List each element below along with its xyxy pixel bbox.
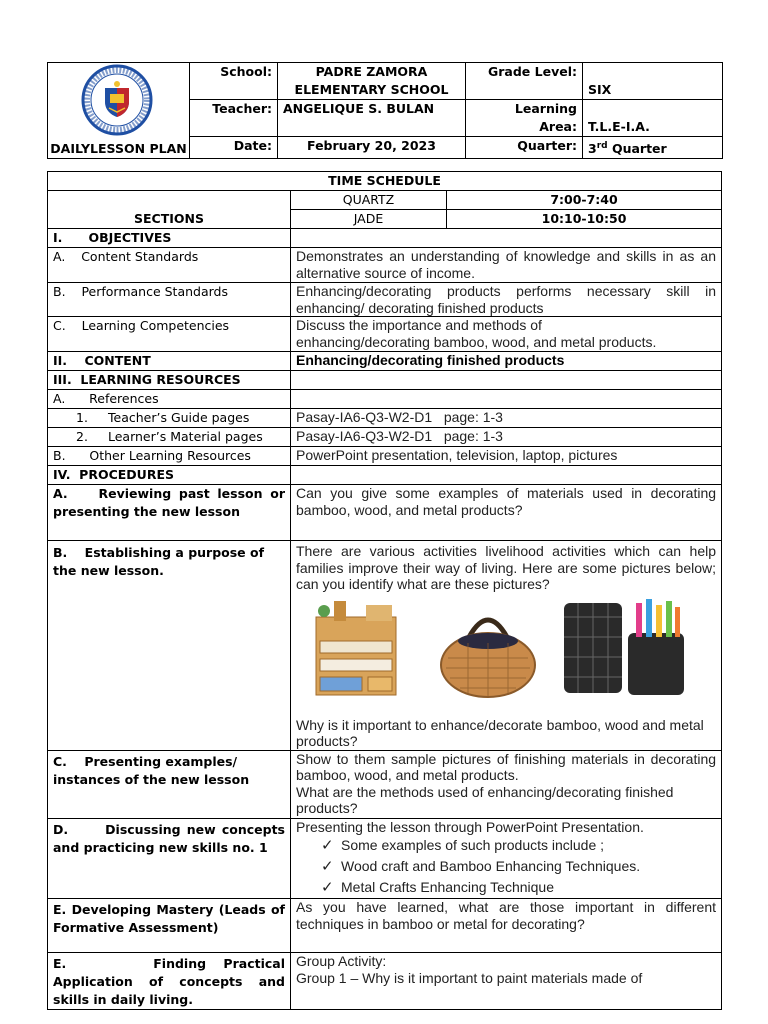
establishing-question: Why is it important to enhance/decorate bamboo, wood and metal products?	[296, 716, 704, 749]
learning-competencies-label: C. Learning Competencies	[48, 317, 291, 352]
teachers-guide-label: 1. Teacher’s Guide pages	[48, 409, 291, 428]
checkmark-icon: ✓	[321, 879, 334, 896]
example-pictures	[296, 597, 716, 715]
area-label: Learning Area:	[466, 100, 583, 137]
date-label: Date:	[190, 137, 278, 159]
wooden-organizer-icon	[306, 597, 410, 701]
school-label: School:	[190, 63, 278, 100]
discussing-label: D. Discussing new concepts and practicing new skills no. 1	[48, 818, 291, 899]
list-item: ✓ Wood craft and Bamboo Enhancing Techniques.	[321, 858, 641, 875]
reviewing-value: Can you give some examples of materials used in decorating bamboo, wood, and metal products?	[291, 485, 722, 541]
quarter-value: 3rd Quarter	[583, 137, 723, 159]
practical-application-value: Group Activity: Group 1 – Why is it important to paint materials made of	[291, 953, 722, 1010]
learners-material-label: 2. Learner’s Material pages	[48, 428, 291, 447]
content-standards-label: A. Content Standards	[48, 248, 291, 283]
references-label: A. References	[48, 390, 291, 409]
area-value: T.L.E-I.A.	[583, 100, 723, 137]
presenting-label: C. Presenting examples/ instances of the new lesson	[48, 750, 291, 818]
checkmark-icon: ✓	[321, 858, 334, 875]
presenting-value: Show to them sample pictures of finishing materials in decorating bamboo, wood, and metal products. What are the methods used of enhancing/decorating finished products?	[291, 750, 722, 818]
discussing-value: Presenting the lesson through PowerPoint Presentation.	[296, 818, 644, 835]
teacher-label: Teacher:	[190, 100, 278, 137]
discussing-list	[296, 835, 716, 898]
objectives-heading: I. OBJECTIVES	[48, 229, 291, 248]
time-quartz: 7:00-7:40	[447, 191, 722, 210]
practical-application-label: E. Finding Practical Application of concepts and skills in daily living.	[48, 953, 291, 1010]
performance-standards-label: B. Performance Standards	[48, 283, 291, 317]
section-jade: JADE	[291, 210, 447, 229]
section-quartz: QUARTZ	[291, 191, 447, 210]
learning-competencies-value: Discuss the importance and methods of enhancing/decorating bamboo, wood, and metal products.	[291, 317, 722, 352]
discussing-cell	[291, 818, 722, 899]
list-item: ✓ Metal Crafts Enhancing Technique	[321, 879, 554, 896]
establishing-cell	[291, 541, 722, 751]
grade-label: Grade Level:	[466, 63, 583, 100]
content-heading: II. CONTENT	[48, 352, 291, 371]
school-value: PADRE ZAMORA ELEMENTARY SCHOOL	[278, 63, 466, 100]
header-table	[47, 62, 723, 159]
performance-standards-value: Enhancing/decorating products performs necessary skill in enhancing/ decorating finished products	[291, 283, 722, 317]
date-value: February 20, 2023	[278, 137, 466, 159]
establishing-value: There are various activities livelihood activities which can help families improve their way of living. Here are some pictures below; can you identify what are these pictures?	[296, 543, 717, 592]
time-jade: 10:10-10:50	[447, 210, 722, 229]
checkmark-icon: ✓	[321, 837, 334, 854]
bamboo-basket-icon	[438, 603, 538, 699]
other-resources-value: PowerPoint presentation, television, laptop, pictures	[291, 447, 722, 466]
learners-material-value: Pasay-IA6-Q3-W2-D1 page: 1-3	[291, 428, 722, 447]
teachers-guide-value: Pasay-IA6-Q3-W2-D1 page: 1-3	[291, 409, 722, 428]
metal-pen-holder-icon	[558, 597, 694, 705]
sections-label: SECTIONS	[48, 191, 291, 229]
plan-title: DAILYLESSON PLAN	[48, 63, 190, 159]
content-value: Enhancing/decorating finished products	[291, 352, 722, 371]
developing-mastery-value: As you have learned, what are those important in different techniques in bamboo or metal for decorating?	[291, 899, 722, 953]
establishing-label: B. Establishing a purpose of the new lesson.	[48, 541, 291, 751]
developing-mastery-label: E. Developing Mastery (Leads of Formative Assessment)	[48, 899, 291, 953]
content-standards-value: Demonstrates an understanding of knowledge and skills in as an alternative source of income.	[291, 248, 722, 283]
lesson-plan-table	[47, 171, 722, 1010]
teacher-value: ANGELIQUE S. BULAN	[278, 100, 466, 137]
list-item: ✓ Some examples of such products include ;	[321, 837, 605, 854]
procedures-heading: IV. PROCEDURES	[48, 466, 291, 485]
learning-resources-heading: III. LEARNING RESOURCES	[48, 371, 291, 390]
grade-value: SIX	[583, 63, 723, 100]
other-resources-label: B. Other Learning Resources	[48, 447, 291, 466]
quarter-label: Quarter:	[466, 137, 583, 159]
reviewing-label: A. Reviewing past lesson or presenting the new lesson	[48, 485, 291, 541]
schedule-title: TIME SCHEDULE	[48, 172, 722, 191]
